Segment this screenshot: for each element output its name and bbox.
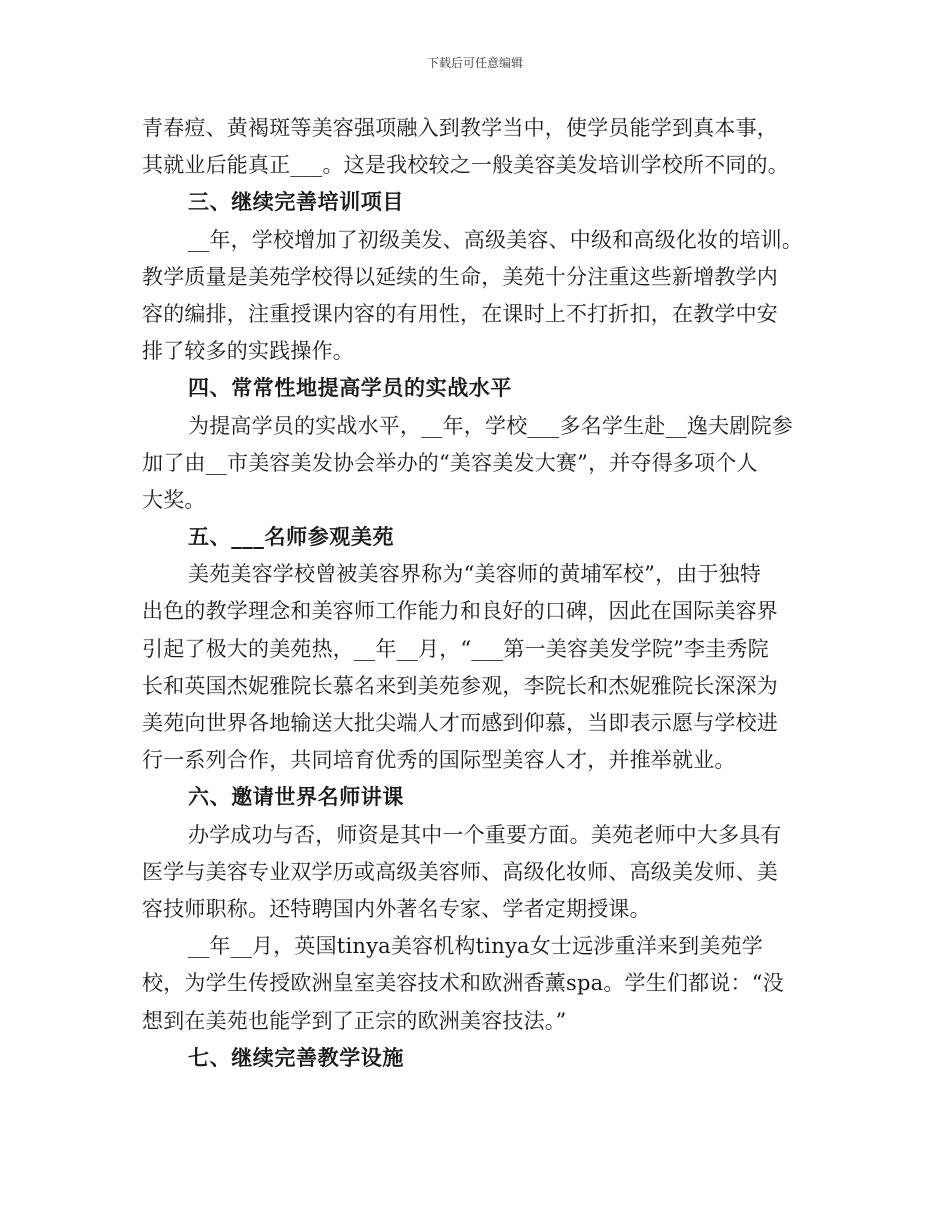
paragraph-line: 容的编排，注重授课内容的有用性，在课时上不打折扣，在教学中安	[142, 301, 778, 326]
paragraph-line: 医学与美容专业双学历或高级美容师、高级化妆师、高级美发师、美	[142, 859, 778, 884]
paragraph-line: 青春痘、黄褐斑等美容强项融入到教学当中，使学员能学到真本事，	[142, 116, 778, 140]
paragraph-line: 办学成功与否，师资是其中一个重要方面。美苑老师中大多具有	[188, 822, 782, 847]
paragraph-line: 引起了极大的美苑热，__年__月，“___第一美容美发学院”李圭秀院	[142, 636, 769, 661]
paragraph-line: 容技师职称。还特聘国内外著名专家、学者定期授课。	[142, 896, 651, 921]
document-body	[142, 110, 814, 1077]
paragraph-line: 大奖。	[142, 487, 206, 512]
paragraph-line: 加了由__市美容美发协会举办的“美容美发大赛”，并夺得多项个人	[142, 450, 758, 475]
paragraph-line: __年__月，英国tinya美容机构tinya女士远涉重洋来到美苑学	[188, 934, 763, 959]
section-heading: 五、___名师参观美苑	[188, 525, 395, 550]
paragraph-line: 校，为学生传授欧洲皇室美容技术和欧洲香薰spa。学生们都说：“没	[142, 971, 784, 996]
paragraph-line: 长和英国杰妮雅院长慕名来到美苑参观，李院长和杰妮雅院长深深为	[142, 673, 778, 698]
paragraph-line: 美苑美容学校曾被美容界称为“美容师的黄埔军校”，由于独特	[188, 562, 762, 587]
paragraph-line: 行一系列合作，共同培育优秀的国际型美容人才，并推举就业。	[142, 748, 736, 773]
paragraph-line: 其就业后能真正___。这是我校较之一般美容美发培训学校所不同的。	[142, 153, 789, 178]
section-heading: 七、继续完善教学设施	[188, 1045, 404, 1070]
paragraph-line: 出色的教学理念和美容师工作能力和良好的口碑，因此在国际美容界	[142, 599, 778, 624]
section-heading: 三、继续完善培训项目	[188, 190, 404, 215]
paragraph-line: __年，学校增加了初级美发、高级美容、中级和高级化妆的培训。	[188, 227, 803, 252]
paragraph-line: 为提高学员的实战水平，__年，学校___多名学生赴__逸夫剧院参	[188, 413, 793, 438]
paragraph-line: 想到在美苑也能学到了正宗的欧洲美容技法。”	[142, 1008, 567, 1033]
section-heading: 六、邀请世界名师讲课	[188, 785, 404, 810]
page-header: 下载后可任意编辑	[426, 56, 523, 70]
section-heading: 四、常常性地提高学员的实战水平	[188, 376, 512, 401]
paragraph-line: 排了较多的实践操作。	[142, 339, 354, 364]
paragraph-line: 教学质量是美苑学校得以延续的生命，美苑十分注重这些新增教学内	[142, 264, 778, 289]
paragraph-line: 美苑向世界各地输送大批尖端人才而感到仰慕，当即表示愿与学校进	[142, 711, 778, 735]
